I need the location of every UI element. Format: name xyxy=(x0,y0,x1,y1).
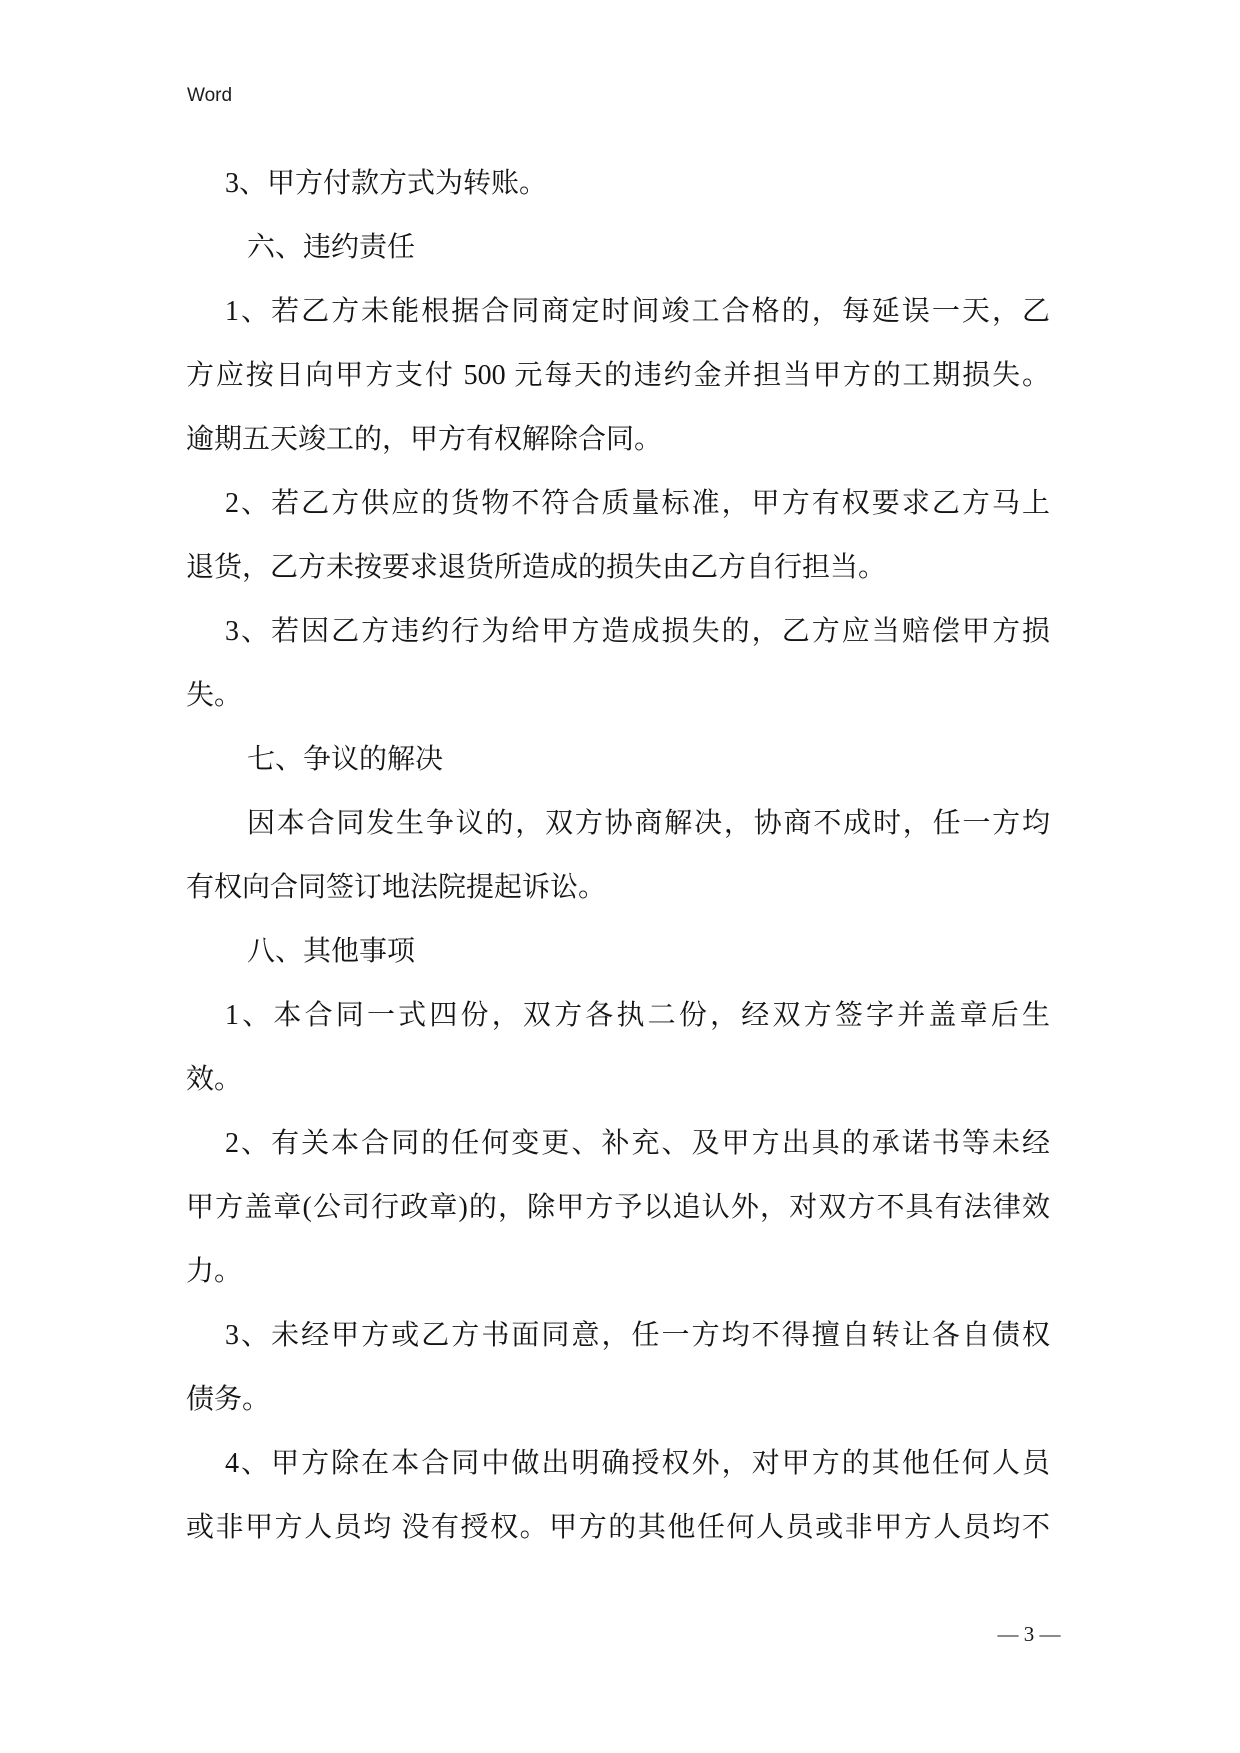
page-number: — 3 — xyxy=(997,1622,1061,1646)
document-line: 2、有关本合同的任何变更、补充、及甲方出具的承诺书等未经 xyxy=(225,1128,1050,1159)
document-line: 失。 xyxy=(186,680,243,711)
word-header-label: Word xyxy=(187,85,233,106)
document-line: 方应按日向甲方支付 500 元每天的违约金并担当甲方的工期损失。 xyxy=(186,360,1050,391)
document-line: 债务。 xyxy=(186,1384,271,1415)
document-line: 因本合同发生争议的，双方协商解决，协商不成时，任一方均 xyxy=(247,808,1050,839)
document-line: 3、未经甲方或乙方书面同意，任一方均不得擅自转让各自债权 xyxy=(225,1320,1050,1351)
document-line: 退货，乙方未按要求退货所造成的损失由乙方自行担当。 xyxy=(186,552,887,583)
document-line: 七、争议的解决 xyxy=(247,744,444,775)
document-line: 八、其他事项 xyxy=(247,936,416,967)
document-line: 效。 xyxy=(186,1064,243,1095)
document-line: 2、若乙方供应的货物不符合质量标准，甲方有权要求乙方马上 xyxy=(225,488,1050,519)
document-line: 4、甲方除在本合同中做出明确授权外，对甲方的其他任何人员 xyxy=(225,1448,1050,1479)
document-line: 1、若乙方未能根据合同商定时间竣工合格的，每延误一天，乙 xyxy=(225,296,1050,327)
document-line: 力。 xyxy=(186,1256,243,1287)
document-line: 3、若因乙方违约行为给甲方造成损失的，乙方应当赔偿甲方损 xyxy=(225,616,1050,647)
document-line: 3、甲方付款方式为转账。 xyxy=(225,168,548,199)
document-line: 逾期五天竣工的，甲方有权解除合同。 xyxy=(186,424,663,455)
document-line: 甲方盖章(公司行政章)的，除甲方予以追认外，对双方不具有法律效 xyxy=(186,1192,1050,1223)
document-line: 或非甲方人员均 没有授权。甲方的其他任何人员或非甲方人员均不 xyxy=(186,1512,1050,1543)
document-line: 六、违约责任 xyxy=(247,232,416,263)
document-body xyxy=(186,152,1050,1560)
document-line: 1、本合同一式四份，双方各执二份，经双方签字并盖章后生 xyxy=(225,1000,1050,1031)
document-line: 有权向合同签订地法院提起诉讼。 xyxy=(186,872,607,903)
